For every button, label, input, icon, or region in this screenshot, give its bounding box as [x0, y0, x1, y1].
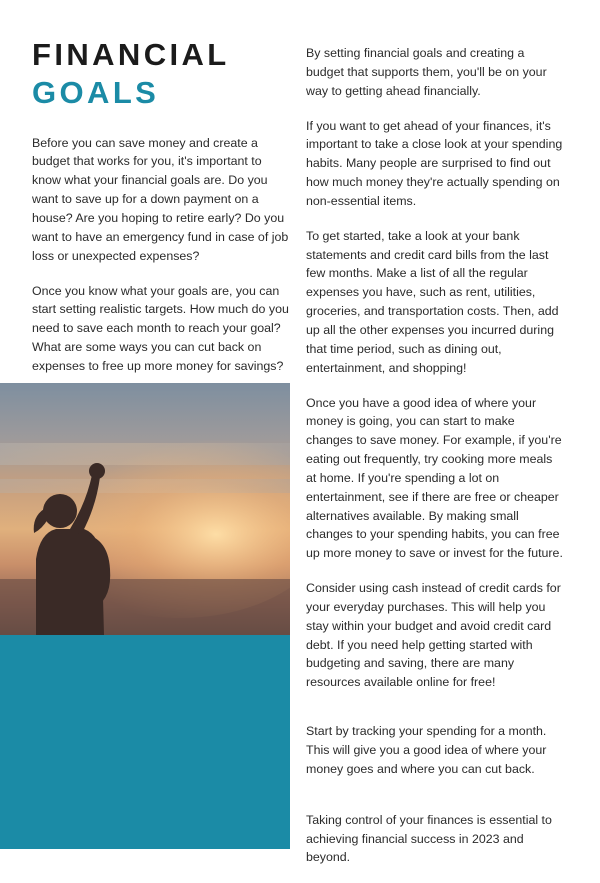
paragraph: Once you have a good idea of where your money is going, you can start to make changes to save money. For example, if you're eating out frequently, try cooking more meals at home. If you're spending a lot on entertainment, see if there are free or cheaper alternatives available. By making small changes to your spending habits, you can free up more money to save or invest for the future.	[306, 395, 563, 561]
paragraph: Once you know what your goals are, you can start setting realistic targets. How much do you need to save each month to reach your goal? What are some ways you can cut back on expenses to free up more money for savings?	[32, 283, 289, 373]
hiker-sunset-illustration	[0, 383, 290, 635]
paragraph: To get started, take a look at your bank statements and credit card bills from the last few months. Make a list of all the regular expenses you have, such as rent, utilities, groceries, and transportation costs. Then, add up all the other expenses you incurred during that time period, such as dining out, entertainment, and shopping!	[306, 228, 559, 375]
page-title-line-1: FINANCIAL	[32, 37, 230, 72]
accent-color-block	[0, 635, 290, 849]
left-body-text	[32, 134, 290, 376]
paragraph: Start by tracking your spending for a month. This will give you a good idea of where your money goes and where you can cut back.	[306, 724, 547, 776]
right-column	[306, 44, 564, 883]
page-title-line-2: GOALS	[32, 74, 160, 110]
paragraph: By setting financial goals and creating a budget that supports them, you'll be on your way to getting ahead financially.	[306, 46, 547, 98]
paragraph: Taking control of your finances is essential to achieving financial success in 2023 and beyond.	[306, 812, 552, 865]
left-column	[32, 36, 290, 392]
paragraph: Consider using cash instead of credit cards for your everyday purchases. This will help you stay within your budget and avoid credit card debt. If you need help getting started with budgeting and saving, there are many resources available online for free!	[306, 581, 561, 690]
paragraph: Before you can save money and create a budget that works for you, it's important to know what your financial goals are. Do you want to save up for a down payment on a house? Are you hoping to retire early? Do you want to have an emergency fund in case of job loss or unexpected expenses?	[32, 135, 289, 263]
hero-image	[0, 383, 290, 635]
paragraph: If you want to get ahead of your finances, it's important to take a close look at your spending habits. Many people are surprised to find out how much money they're actually spending on non-essential items.	[306, 118, 563, 208]
